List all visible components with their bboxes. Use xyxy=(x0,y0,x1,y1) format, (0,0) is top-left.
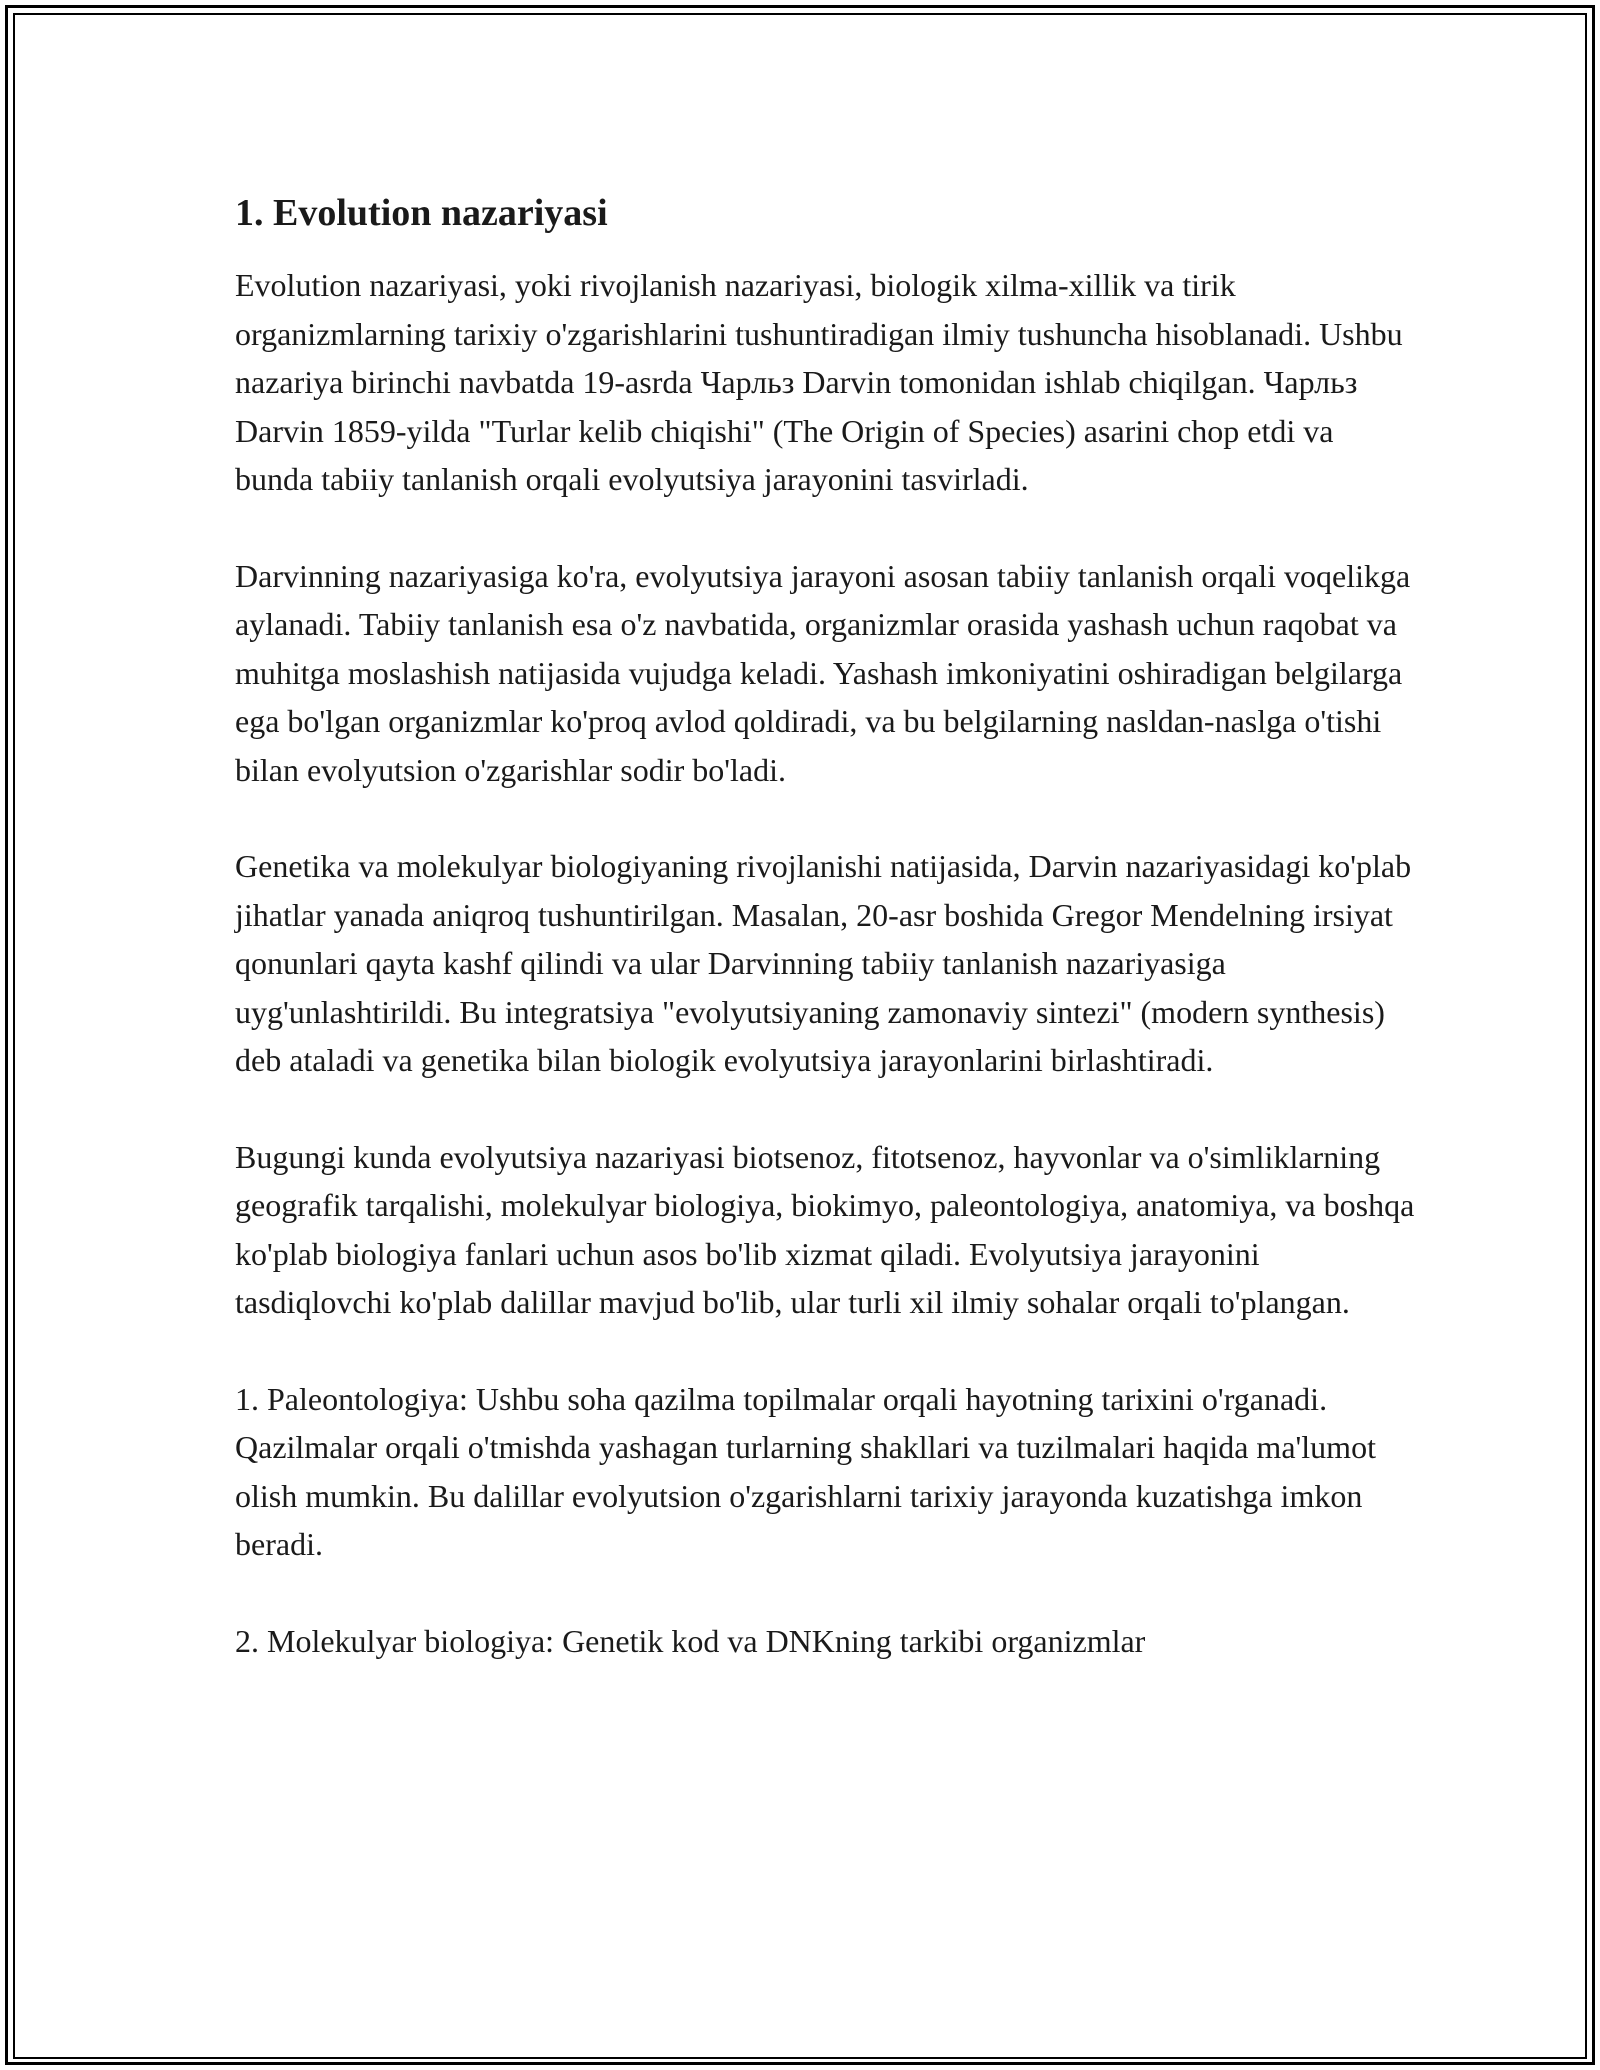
paragraph-molecular-biology: 2. Molekulyar biologiya: Genetik kod va DNKning tarkibi organizmlar xyxy=(235,1622,1146,1659)
paragraph-modern-use: Bugungi kunda evolyutsiya nazariyasi biotsenoz, fitotsenoz, hayvonlar va o'simliklarning geografik tarqalishi, molekulyar biologiya, biokimyo, paleontologiya, anatomiya, va boshqa ko'plab biologiya fanlari uchun asos bo'lib xizmat qiladi. Evolyutsiya jarayonini tasdiqlovchi ko'plab dalillar mavjud bo'lib, ular turli xil ilmiy sohalar orqali to'plangan. xyxy=(235,1138,1415,1320)
paragraph-genetics: Genetika va molekulyar biologiyaning rivojlanishi natijasida, Darvin nazariyasidagi ko'plab jihatlar yanada aniqroq tushuntirilgan. Masalan, 20-asr boshida Gregor Mendelning irsiyat qonunlari qayta kashf qilindi va ular Darvinning tabiiy tanlanish nazariyasiga uyg'unlashtirildi. Bu integratsiya "evolyutsiyaning zamonaviy sintezi" (modern synthesis) deb ataladi va genetika bilan biologik evolyutsiya jarayonlarini birlashtiradi. xyxy=(235,848,1412,1078)
document-body xyxy=(235,185,1415,1713)
paragraph-intro: Evolution nazariyasi, yoki rivojlanish nazariyasi, biologik xilma-xillik va tirik organizmlarning tarixiy o'zgarishlarini tushuntiradigan ilmiy tushuncha hisoblanadi. Ushbu nazariya birinchi navbatda 19-asrda Чарльз Darvin tomonidan ishlab chiqilgan. Чарльз Darvin 1859-yilda "Turlar kelib chiqishi" (The Origin of Species) asarini chop etdi va bunda tabiiy tanlanish orqali evolyutsiya jarayonini tasvirladi. xyxy=(235,267,1403,497)
paragraph-paleontology: 1. Paleontologiya: Ushbu soha qazilma topilmalar orqali hayotning tarixini o'rganadi. Qazilmalar orqali o'tmishda yashagan turlarning shakllari va tuzilmalari haqida ma'lumot olish mumkin. Bu dalillar evolyutsion o'zgarishlarni tarixiy jarayonda kuzatishga imkon beradi. xyxy=(235,1380,1376,1562)
document-title: 1. Evolution nazariyasi xyxy=(235,192,608,234)
paragraph-natural-selection: Darvinning nazariyasiga ko'ra, evolyutsiya jarayoni asosan tabiiy tanlanish orqali voqelikga aylanadi. Tabiiy tanlanish esa o'z navbatida, organizmlar orasida yashash uchun raqobat va muhitga moslashish natijasida vujudga keladi. Yashash imkoniyatini oshiradigan belgilarga ega bo'lgan organizmlar ko'proq avlod qoldiradi, va bu belgilarning nasldan-naslga o'tishi bilan evolyutsion o'zgarishlar sodir bo'ladi. xyxy=(235,557,1411,788)
